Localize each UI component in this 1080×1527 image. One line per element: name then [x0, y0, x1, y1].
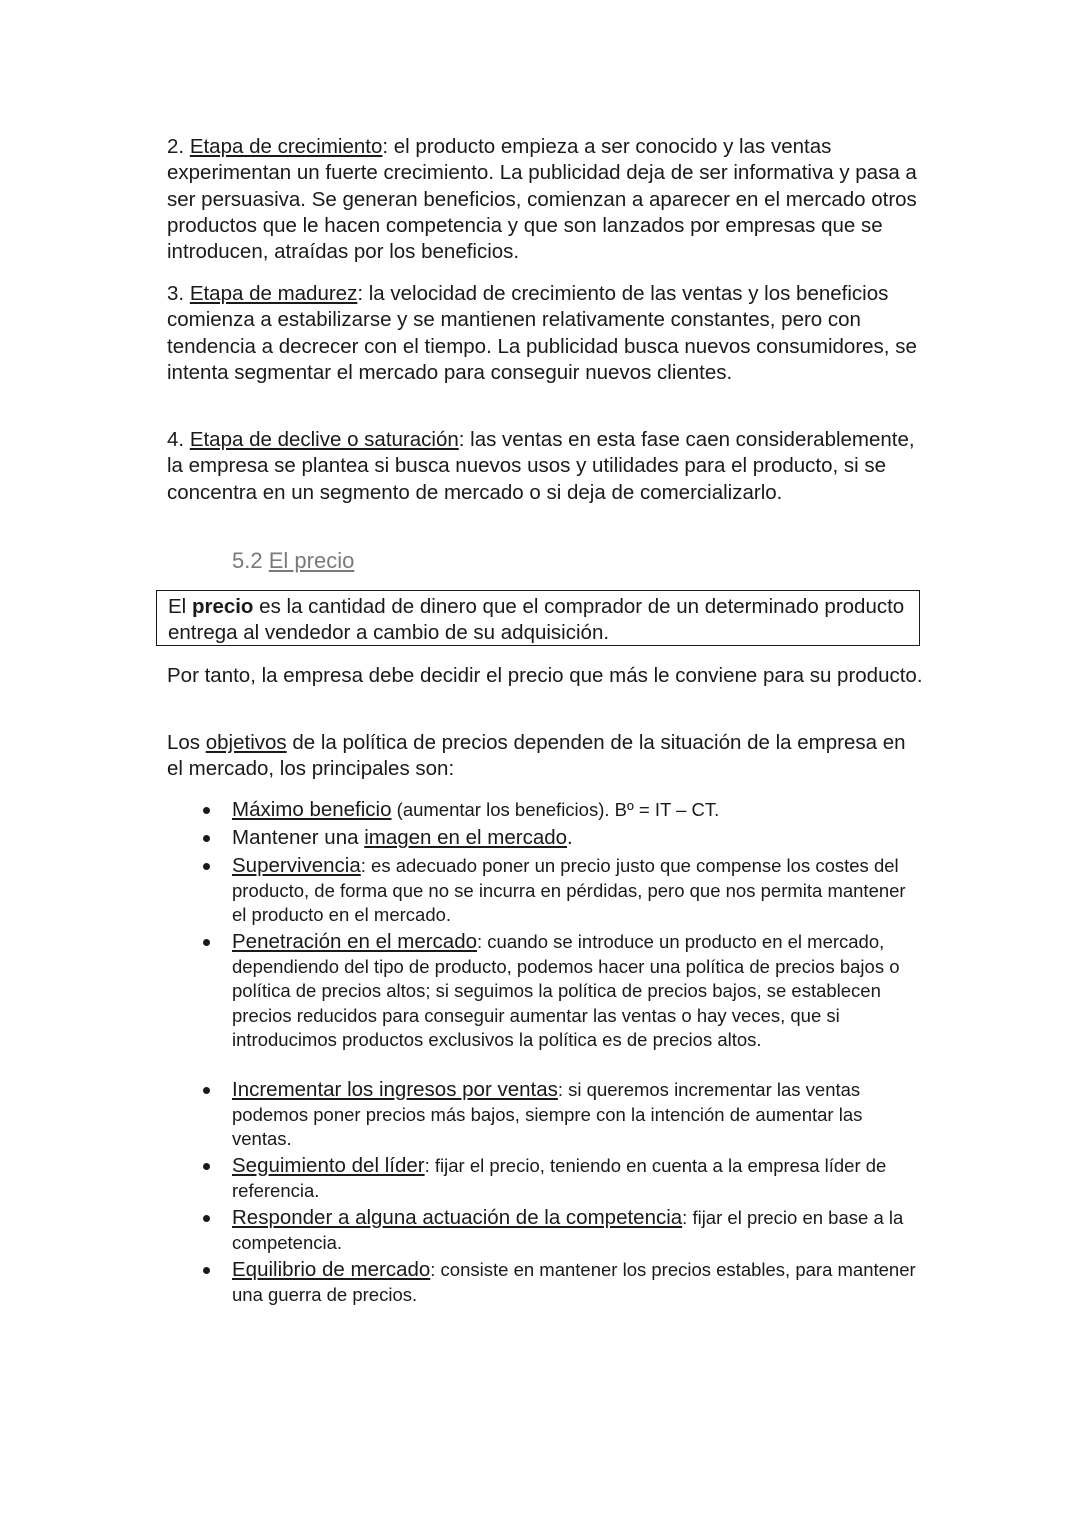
objective-text: . — [567, 826, 573, 849]
stage-number: 4. — [167, 428, 185, 451]
stage-number: 2. — [167, 135, 185, 158]
definition-body: es la cantidad de dinero que el comprador de un determinado producto entrega al vendedor a cambio de su adquisición. — [168, 595, 905, 645]
stage-term: Etapa de madurez — [189, 282, 358, 305]
bullet-icon — [203, 939, 210, 946]
bullet-icon — [203, 807, 210, 814]
objective-term: Máximo beneficio — [232, 798, 392, 821]
section-heading — [232, 546, 354, 576]
definition-pre: El — [168, 595, 192, 618]
objectives-intro-pre: Los — [167, 731, 206, 754]
stage-text: : las ventas en esta fase caen considerablemente, la empresa se plantea si busca nuevos usos y utilidades para el producto, si se concentra en un segmento de mercado o si deja de comercializarlo. — [167, 428, 915, 504]
definition-box — [156, 590, 920, 646]
objective-text: : fijar el precio, teniendo en cuenta a la empresa líder de referencia. — [232, 1155, 887, 1201]
stage-paragraph-decline — [167, 427, 927, 506]
bullet-icon — [203, 1087, 210, 1094]
objective-item — [232, 826, 922, 851]
bullet-icon — [203, 1267, 210, 1274]
objective-item — [232, 1154, 922, 1203]
section-title: El precio — [268, 548, 355, 573]
objective-pre: Mantener una — [232, 826, 365, 849]
stage-paragraph-maturity — [167, 281, 927, 386]
objective-item — [232, 1206, 922, 1255]
objective-item — [232, 854, 922, 928]
objective-text: : consiste en mantener los precios estables, para mantener una guerra de precios. — [232, 1259, 916, 1305]
stage-text: : el producto empieza a ser conocido y las ventas experimentan un fuerte crecimiento. La publicidad deja de ser informativa y pasa a ser persuasiva. Se generan beneficios, comienzan a aparecer en el mercado otros productos que le hacen competencia y que son lanzados por empresas que se introducen, atraídas por los beneficios. — [167, 135, 917, 264]
objective-item — [232, 930, 922, 1053]
intro-paragraph: Por tanto, la empresa debe decidir el precio que más le conviene para su producto. — [167, 664, 923, 687]
stage-text: : la velocidad de crecimiento de las ventas y los beneficios comienza a estabilizarse y se mantienen relativamente constantes, pero con tendencia a decrecer con el tiempo. La publicidad busca nuevos consumidores, se intenta segmentar el mercado para conseguir nuevos clientes. — [167, 282, 917, 384]
stage-number: 3. — [167, 282, 185, 305]
objective-term: Seguimiento del líder — [232, 1154, 425, 1177]
objective-text: (aumentar los beneficios). Bº = IT – CT. — [391, 799, 720, 820]
objectives-intro-term: objetivos — [205, 731, 287, 754]
objective-term: Supervivencia — [232, 854, 361, 877]
objective-term: Penetración en el mercado — [232, 930, 478, 953]
section-number: 5.2 — [232, 548, 263, 573]
objective-term: imagen en el mercado — [364, 826, 568, 849]
objective-text: : es adecuado poner un precio justo que compense los costes del producto, de forma que no se incurra en pérdidas, pero que nos permita mantener el producto en el mercado. — [232, 855, 906, 926]
bullet-icon — [203, 1215, 210, 1222]
definition-text — [168, 594, 908, 647]
objective-text: : cuando se introduce un producto en el mercado, dependiendo del tipo de producto, podemos hacer una política de precios bajos o política de precios altos; si seguimos la política de precios bajos, se establecen precios reducidos para conseguir aumentar las ventas o hay veces, que si introducimos productos exclusivos la política es de precios altos. — [232, 931, 900, 1051]
objective-term: Responder a alguna actuación de la competencia — [232, 1206, 683, 1229]
definition-term: precio — [191, 595, 254, 618]
objective-item — [232, 1078, 922, 1152]
stage-term: Etapa de crecimiento — [189, 135, 383, 158]
objectives-intro-text: de la política de precios dependen de la situación de la empresa en el mercado, los principales son: — [167, 731, 906, 781]
objective-term: Equilibrio de mercado — [232, 1258, 431, 1281]
bullet-icon — [203, 863, 210, 870]
objective-item — [232, 1258, 922, 1307]
stage-term: Etapa de declive o saturación — [189, 428, 459, 451]
objective-text: : fijar el precio en base a la competencia. — [232, 1207, 904, 1253]
stage-paragraph-growth — [167, 134, 927, 265]
bullet-icon — [203, 835, 210, 842]
objective-item — [232, 798, 922, 823]
bullet-icon — [203, 1163, 210, 1170]
objective-term: Incrementar los ingresos por ventas — [232, 1078, 558, 1101]
objective-text: : si queremos incrementar las ventas podemos poner precios más bajos, siempre con la intención de aumentar las ventas. — [232, 1079, 863, 1150]
objectives-intro — [167, 730, 927, 783]
